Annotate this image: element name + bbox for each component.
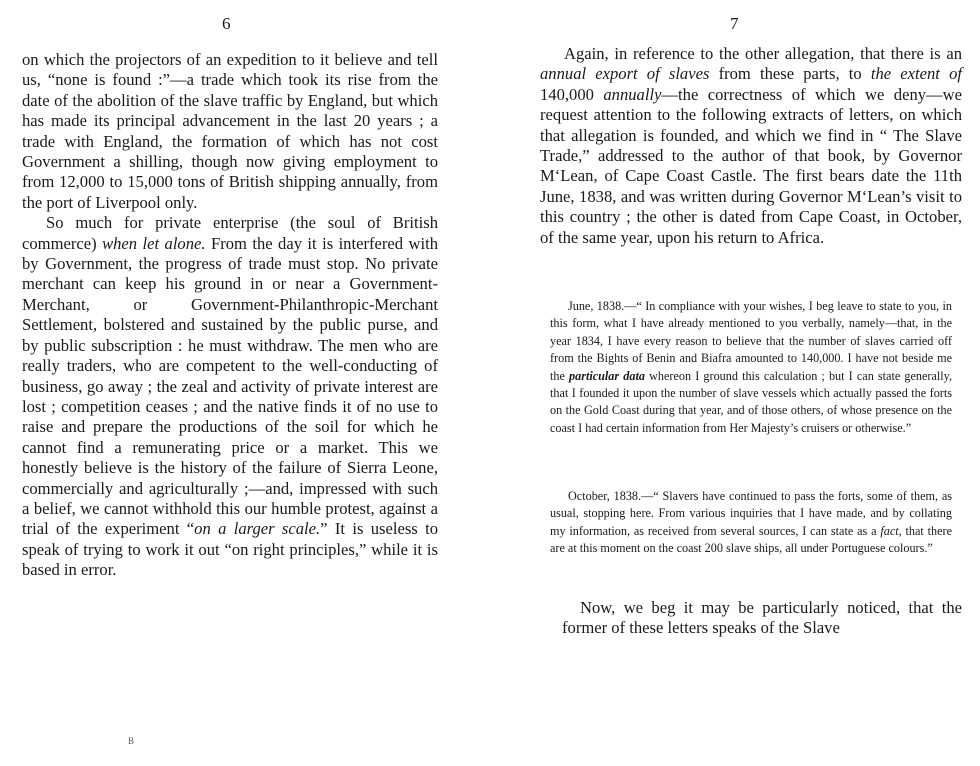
left-paragraph-2-text-a: So much for private enterprise (the soul of British commerce) xyxy=(22,213,438,253)
left-paragraph-2-italic-b: on a larger scale. xyxy=(194,519,321,539)
left-paragraph-2 xyxy=(22,213,438,580)
right-paragraph-1-text-a: Again, in reference to the other allegation, that there is an xyxy=(564,44,962,63)
right-paragraph-1-text-b: from these parts, to xyxy=(709,64,871,84)
right-paragraph-1-text-d: —the correctness of which we deny—we request attention to the following extracts of letters, on which that allegation is founded, and which we find in “ The Slave Trade,” addressed to the author of that book, by Governor M‘Lean, of Cape Coast Castle. The first bears date the 11th June, 1838, and was written during Governor M‘Lean’s visit to this country ; the other is dated from Cape Coast, in October, of the same year, upon his return to Africa. xyxy=(540,84,962,247)
letter-october-emphasis: fact, xyxy=(880,523,902,538)
right-paragraph-1-italic-b: the extent of xyxy=(870,64,962,84)
letter-extract-october xyxy=(550,488,952,558)
page-number-left: 6 xyxy=(222,14,232,33)
left-paragraph-1-text: on which the projectors of an expedition to it believe and tell us, “none is found :”—a trade which took its rise from the date of the abolition of the slave traffic by England, but which has made its principal advancement in the last 20 years ; a trade with England, the formation of which has not cost Government a shilling, though now giving employment to from 12,000 to 15,000 tons of British shipping annually, from the port of Liverpool only. xyxy=(22,50,438,212)
letter-june-text-b: whereon I ground this calculation ; but I can state generally, that I founded it upon the number of slave vessels which actually passed the forts on the Gold Coast during that year, and of those others, of whose presence on the coast I had certain information from Her Majesty’s cruisers or otherwise.” xyxy=(550,368,953,435)
letter-extract-june xyxy=(550,298,952,437)
letter-october-text-b: that there are at this moment on the coast 200 slave ships, all under Portuguese colours.” xyxy=(550,523,953,556)
left-paragraph-2-italic-a: when let alone. xyxy=(102,233,206,253)
signature-mark: B xyxy=(128,736,135,746)
left-page-body xyxy=(22,50,438,581)
left-paragraph-2-text-b: From the day it is interfered with by Government, the progress of trade must stop. No private merchant can keep his ground in or near a Government-Merchant, or Government-Philanthropic-Merchant Settlement, bolstered and sustained by the public purse, and by public subscription : he must withdraw. The men who are really traders, who are competent to the well-conducting of business, go away ; the zeal and activity of private interest are lost ; competition ceases ; and the native finds it of no use to raise and prepare the productions of the soil for which he cannot find a remunerating price or a market. This we honestly believe is the history of the failure of Sierra Leone, commercially and agriculturally ;—and, impressed with such a belief, we cannot withhold this our humble protest, against a trial of the experiment “ xyxy=(22,233,438,539)
right-page xyxy=(490,0,980,766)
right-paragraph-1-italic-a: annual export of slaves xyxy=(540,64,710,84)
right-paragraph-2-text: Now, we beg it may be particularly noticed, that the former of these letters speaks of the Slave xyxy=(562,598,962,638)
right-paragraph-1 xyxy=(540,44,962,248)
letter-october-text-a: October, 1838.—“ Slavers have continued to pass the forts, some of them, as usual, stopping here. From various inquiries that I have made, and by collating my information, as received from several sources, I can state as a xyxy=(550,489,952,538)
left-paragraph-1 xyxy=(22,50,438,213)
letter-june-emphasis: particular data xyxy=(569,368,645,383)
right-page-closing xyxy=(562,598,962,639)
right-page-body xyxy=(540,44,962,248)
right-paragraph-2 xyxy=(562,598,962,639)
right-paragraph-1-italic-c: annually xyxy=(603,84,662,104)
letter-extract-june-text xyxy=(550,298,952,437)
page-number-right: 7 xyxy=(730,14,740,33)
letter-extract-october-text xyxy=(550,488,952,558)
left-paragraph-2-text-c: ” It is useless to speak of trying to work it out “on right principles,” while it is based in error. xyxy=(22,519,438,580)
right-paragraph-1-text-c: 140,000 xyxy=(540,84,604,104)
letter-june-text-a: June, 1838.—“ In compliance with your wishes, I beg leave to state to you, in this form, what I have already mentioned to you verbally, namely—that, in the year 1834, I have every reason to believe that the number of slaves carried off from the Bights of Benin and Biafra amounted to 140,000. I have not beside me the xyxy=(550,299,952,383)
